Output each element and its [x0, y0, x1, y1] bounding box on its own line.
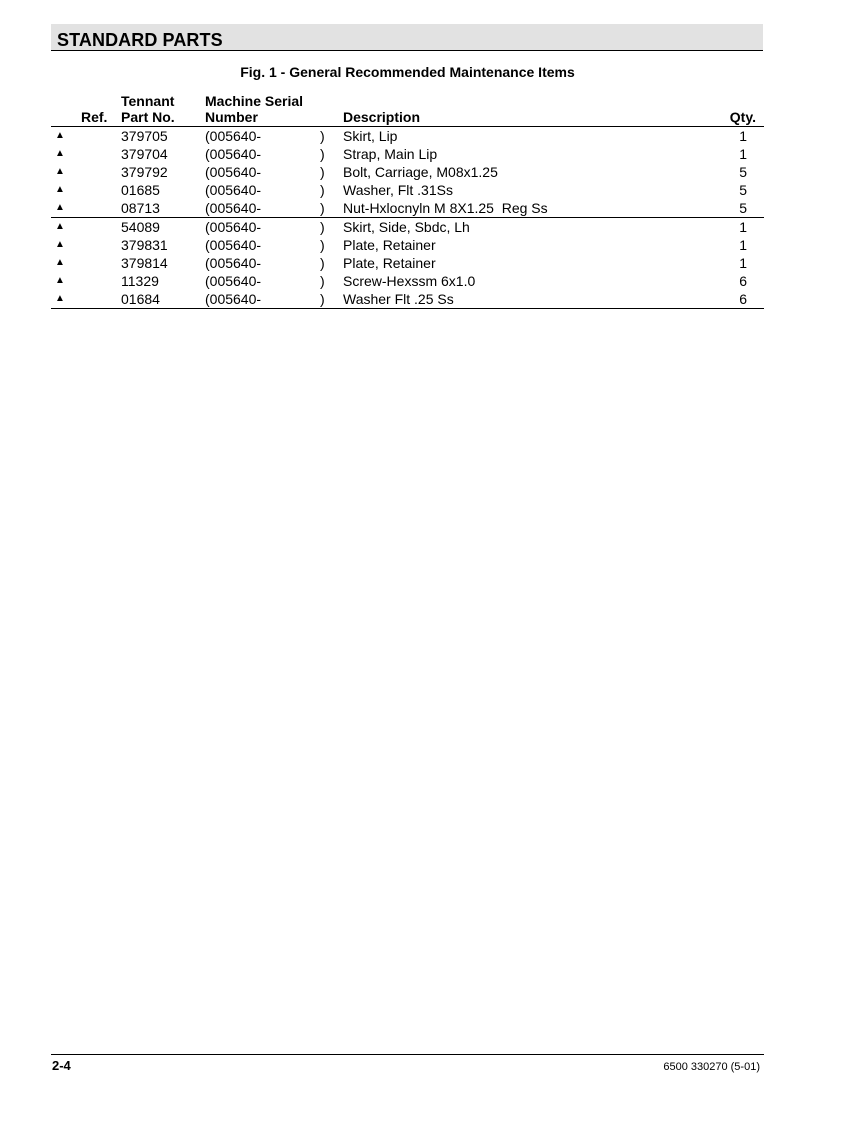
quantity: 1 — [739, 237, 747, 253]
serial-number: (005640- — [205, 255, 262, 271]
table-row — [51, 199, 764, 218]
header-qty: Qty. — [729, 109, 756, 125]
page-number: 2-4 — [52, 1058, 71, 1073]
quantity: 1 — [739, 146, 747, 162]
table-row — [51, 236, 764, 254]
quantity: 6 — [739, 291, 747, 307]
header-part-line1: Tennant — [121, 93, 175, 109]
ref-marker-icon: ▲ — [55, 293, 65, 304]
quantity: 1 — [739, 128, 747, 144]
serial-number: (005640- — [205, 128, 262, 144]
serial-number: (005640- — [205, 200, 262, 216]
description: Skirt, Lip — [343, 128, 398, 144]
table-row — [51, 254, 764, 272]
table-row — [51, 272, 764, 290]
serial-close: ) — [320, 146, 325, 162]
serial-close: ) — [320, 182, 325, 198]
serial-number: (005640- — [205, 237, 262, 253]
serial-close: ) — [320, 291, 325, 307]
quantity: 6 — [739, 273, 747, 289]
table-row — [51, 145, 764, 163]
description: Plate, Retainer — [343, 237, 436, 253]
ref-marker-icon: ▲ — [55, 202, 65, 213]
ref-marker-icon: ▲ — [55, 221, 65, 232]
table-row — [51, 290, 764, 309]
quantity: 5 — [739, 200, 747, 216]
description: Strap, Main Lip — [343, 146, 438, 162]
part-number: 379704 — [121, 146, 168, 162]
part-number: 379814 — [121, 255, 168, 271]
header-part-line2: Part No. — [121, 109, 175, 125]
description: Washer, Flt .31Ss — [343, 182, 453, 198]
description: Screw-Hexssm 6x1.0 — [343, 273, 476, 289]
serial-close: ) — [320, 219, 325, 235]
serial-close: ) — [320, 255, 325, 271]
footer-rule — [51, 1054, 764, 1055]
document-number: 6500 330270 (5-01) — [663, 1061, 760, 1073]
table-row — [51, 163, 764, 181]
parts-table — [51, 92, 764, 309]
description: Bolt, Carriage, M08x1.25 — [343, 164, 498, 180]
ref-marker-icon: ▲ — [55, 166, 65, 177]
ref-marker-icon: ▲ — [55, 148, 65, 159]
table-row — [51, 127, 764, 145]
ref-marker-icon: ▲ — [55, 130, 65, 141]
header-description: Description — [343, 109, 421, 125]
header-serial-line2: Number — [205, 109, 258, 125]
serial-number: (005640- — [205, 291, 262, 307]
description: Washer Flt .25 Ss — [343, 291, 454, 307]
serial-close: ) — [320, 273, 325, 289]
part-number: 379792 — [121, 164, 168, 180]
serial-number: (005640- — [205, 182, 262, 198]
serial-close: ) — [320, 200, 325, 216]
serial-close: ) — [320, 237, 325, 253]
description: Nut-Hxlocnyln M 8X1.25 Reg Ss — [343, 200, 548, 216]
quantity: 5 — [739, 164, 747, 180]
serial-close: ) — [320, 128, 325, 144]
quantity: 5 — [739, 182, 747, 198]
part-number: 08713 — [121, 200, 160, 216]
header-ref: Ref. — [81, 109, 108, 125]
serial-number: (005640- — [205, 146, 262, 162]
table-row — [51, 181, 764, 199]
figure-title: Fig. 1 - General Recommended Maintenance Items — [240, 64, 575, 80]
part-number: 11329 — [121, 273, 159, 289]
section-header-bar — [51, 24, 763, 51]
part-number: 379705 — [121, 128, 168, 144]
quantity: 1 — [739, 255, 747, 271]
part-number: 01684 — [121, 291, 160, 307]
description: Skirt, Side, Sbdc, Lh — [343, 219, 470, 235]
quantity: 1 — [739, 219, 747, 235]
part-number: 01685 — [121, 182, 160, 198]
ref-marker-icon: ▲ — [55, 257, 65, 268]
table-row — [51, 218, 764, 236]
serial-number: (005640- — [205, 164, 262, 180]
description: Plate, Retainer — [343, 255, 436, 271]
serial-close: ) — [320, 164, 325, 180]
ref-marker-icon: ▲ — [55, 184, 65, 195]
part-number: 379831 — [121, 237, 168, 253]
table-header — [51, 92, 764, 127]
header-serial-line1: Machine Serial — [205, 93, 304, 109]
section-title: STANDARD PARTS — [57, 30, 223, 50]
ref-marker-icon: ▲ — [55, 239, 65, 250]
ref-marker-icon: ▲ — [55, 275, 65, 286]
serial-number: (005640- — [205, 273, 262, 289]
part-number: 54089 — [121, 219, 160, 235]
serial-number: (005640- — [205, 219, 262, 235]
